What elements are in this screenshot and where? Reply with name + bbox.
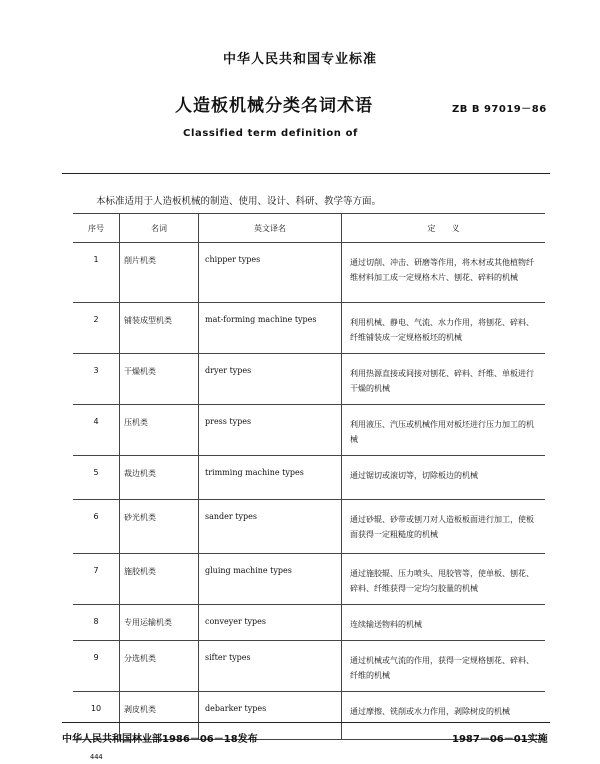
- row-english: chipper types: [199, 243, 342, 303]
- row-term: 裁边机类: [120, 456, 199, 500]
- row-term: 削片机类: [120, 243, 199, 303]
- table-row: [73, 405, 545, 456]
- row-english: mat-forming machine types: [199, 303, 342, 354]
- row-term: 干燥机类: [120, 354, 199, 405]
- table-row: [73, 605, 545, 641]
- row-definition: 通过机械或气流的作用，获得一定规格刨花、碎料、纤维的机械: [342, 641, 546, 692]
- row-term: 专用运输机类: [120, 605, 199, 641]
- header-english: 英文译名: [199, 214, 342, 243]
- row-number: 5: [73, 456, 120, 500]
- row-number: 7: [73, 554, 120, 605]
- row-english: press types: [199, 405, 342, 456]
- row-term: 压机类: [120, 405, 199, 456]
- row-term: 剥皮机类: [120, 692, 199, 740]
- table-header-row: [73, 214, 545, 243]
- top-divider: [62, 173, 550, 174]
- row-definition: 通过施胶辊、压力喷头、甩胶管等，使单板、刨花、碎料、纤维获得一定均匀胶量的机械: [342, 554, 546, 605]
- table-row: [73, 243, 545, 303]
- row-definition: 通过砂辊、砂带或刨刀对人造板板面进行加工，使板面获得一定粗糙度的机械: [342, 500, 546, 554]
- row-english: sifter types: [199, 641, 342, 692]
- row-definition: 利用热源直接或间接对刨花、碎料、纤维、单板进行干燥的机械: [342, 354, 546, 405]
- row-term: 施胶机类: [120, 554, 199, 605]
- table-row: [73, 456, 545, 500]
- row-number: 2: [73, 303, 120, 354]
- header-number: 序号: [73, 214, 120, 243]
- standard-code: ZB B 97019－86: [452, 104, 547, 115]
- row-definition: 通过切削、冲击、研磨等作用，将木材或其他植物纤维材料加工成一定规格木片、刨花、碎料的机械: [342, 243, 546, 303]
- row-number: 8: [73, 605, 120, 641]
- row-number: 9: [73, 641, 120, 692]
- row-number: 6: [73, 500, 120, 554]
- header-definition: 定 义: [342, 214, 546, 243]
- table-row: [73, 354, 545, 405]
- row-english: trimming machine types: [199, 456, 342, 500]
- bottom-divider: [62, 722, 550, 723]
- row-english: conveyer types: [199, 605, 342, 641]
- row-definition: 连续输送物料的机械: [342, 605, 546, 641]
- row-english: sander types: [199, 500, 342, 554]
- table-row: [73, 554, 545, 605]
- row-english: gluing machine types: [199, 554, 342, 605]
- table-row: [73, 500, 545, 554]
- row-definition: 通过摩擦、铣削或水力作用，剥除树皮的机械: [342, 692, 546, 740]
- table-row: [73, 641, 545, 692]
- row-english: dryer types: [199, 354, 342, 405]
- row-number: 4: [73, 405, 120, 456]
- header-term: 名词: [120, 214, 199, 243]
- row-number: 1: [73, 243, 120, 303]
- row-definition: 通过锯切或滚切等，切除板边的机械: [342, 456, 546, 500]
- row-number: 3: [73, 354, 120, 405]
- page-number: 444: [90, 753, 103, 761]
- terms-table: [73, 213, 545, 740]
- row-english: debarker types: [199, 692, 342, 740]
- standard-type-heading: 中华人民共和国专业标准: [222, 52, 377, 67]
- issuer-date: 中华人民共和国林业部1986－06－18发布: [62, 734, 258, 745]
- row-term: 砂光机类: [120, 500, 199, 554]
- row-term: 铺装成型机类: [120, 303, 199, 354]
- row-term: 分选机类: [120, 641, 199, 692]
- document-title: 人造板机械分类名词术语: [175, 96, 373, 116]
- scope-statement: 本标准适用于人造板机械的制造、使用、设计、科研、教学等方面。: [96, 196, 382, 207]
- row-definition: 利用机械、静电、气流、水力作用，将刨花、碎料、纤维铺装成一定规格板坯的机械: [342, 303, 546, 354]
- row-definition: 利用液压、汽压或机械作用对板坯进行压力加工的机械: [342, 405, 546, 456]
- english-subtitle: Classified term definition of: [183, 128, 359, 139]
- row-number: 10: [73, 692, 120, 740]
- effective-date: 1987－06－01实施: [452, 734, 548, 745]
- table-row: [73, 303, 545, 354]
